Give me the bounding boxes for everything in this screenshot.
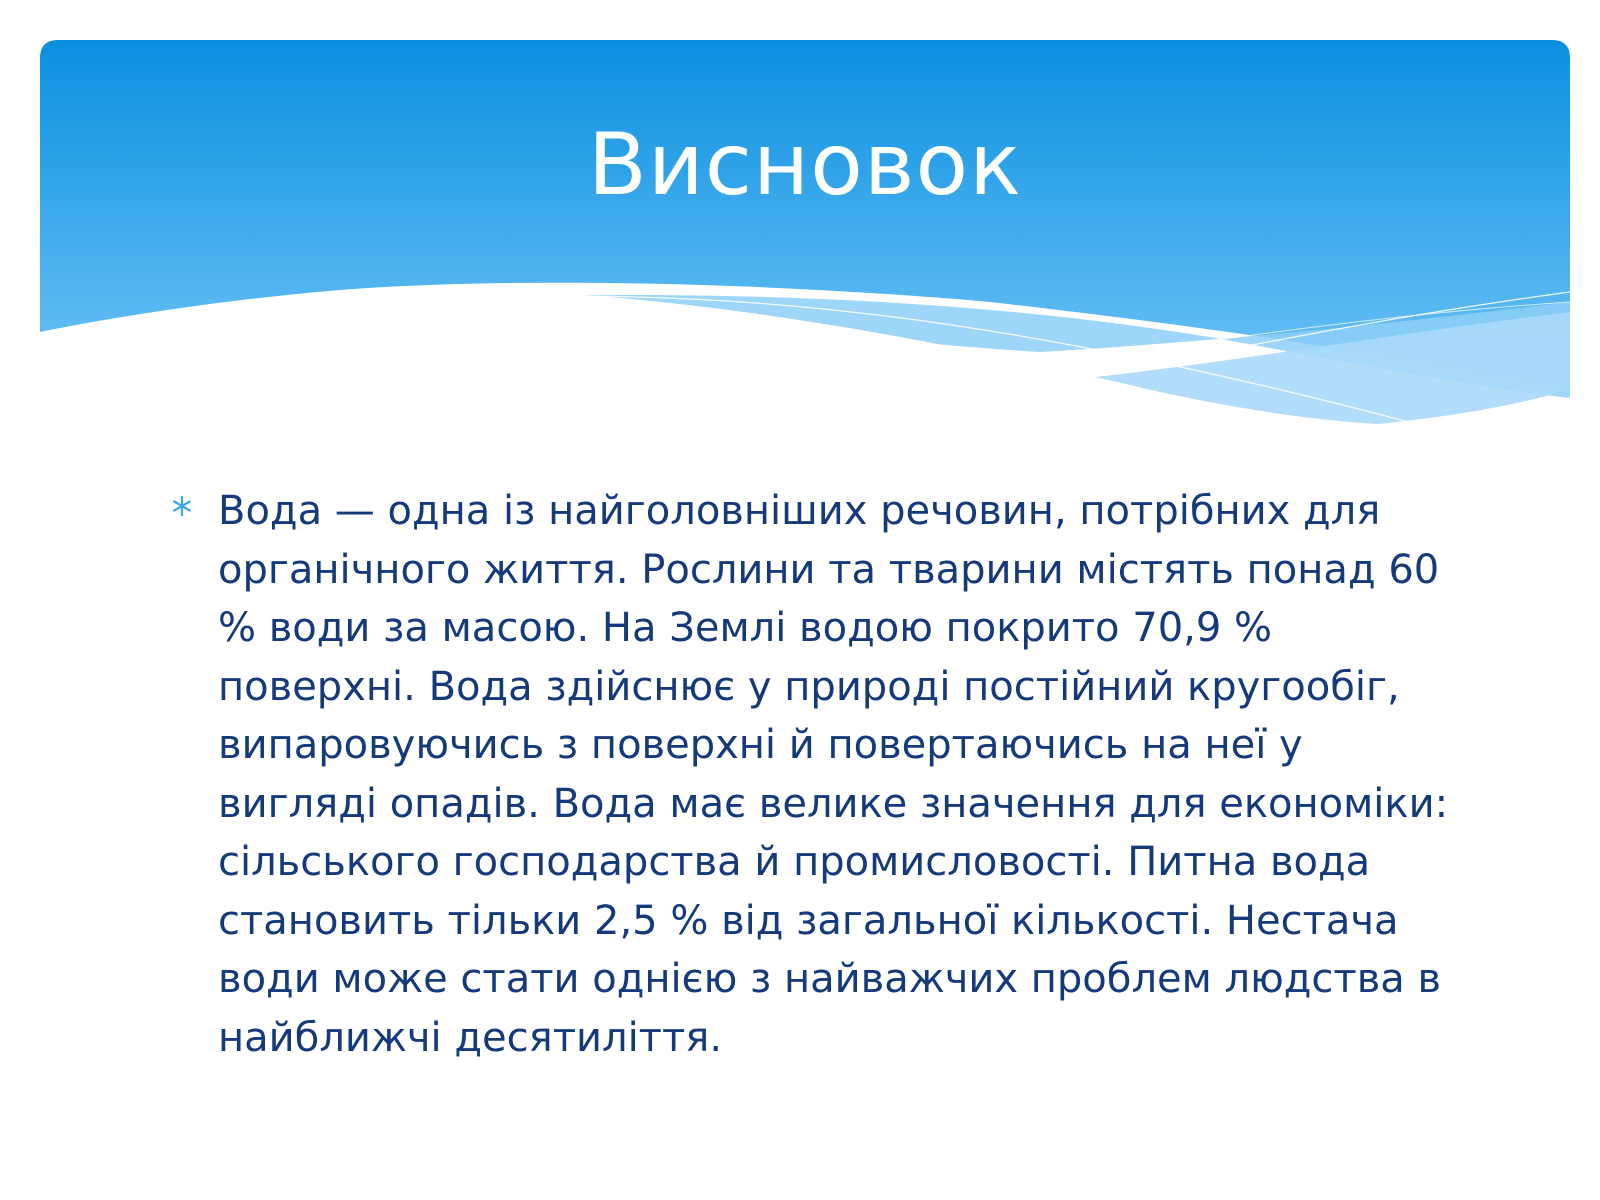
bullet-item bbox=[168, 482, 1458, 1067]
asterisk-bullet-icon bbox=[170, 494, 194, 518]
header-wave-banner bbox=[40, 40, 1570, 460]
bullet-text: Вода — одна із найголовніших речовин, потрібних для органічного життя. Рослини та тварини містять понад 60 % води за масою. На Землі водою покрито 70,9 % поверхні. Вода здійснює у природі постійний кругообіг, випаровуючись з поверхні й повертаючись на неї у вигляді опадів. Вода має велике значення для економіки: сільського господарства й промисловості. Питна вода становить тільки 2,5 % від загальної кількості. Нестача води може стати однією з найважчих проблем людства в найближчі десятиліття. bbox=[218, 488, 1449, 1061]
slide-title: Висновок bbox=[587, 115, 1023, 215]
slide-body bbox=[168, 482, 1458, 1067]
